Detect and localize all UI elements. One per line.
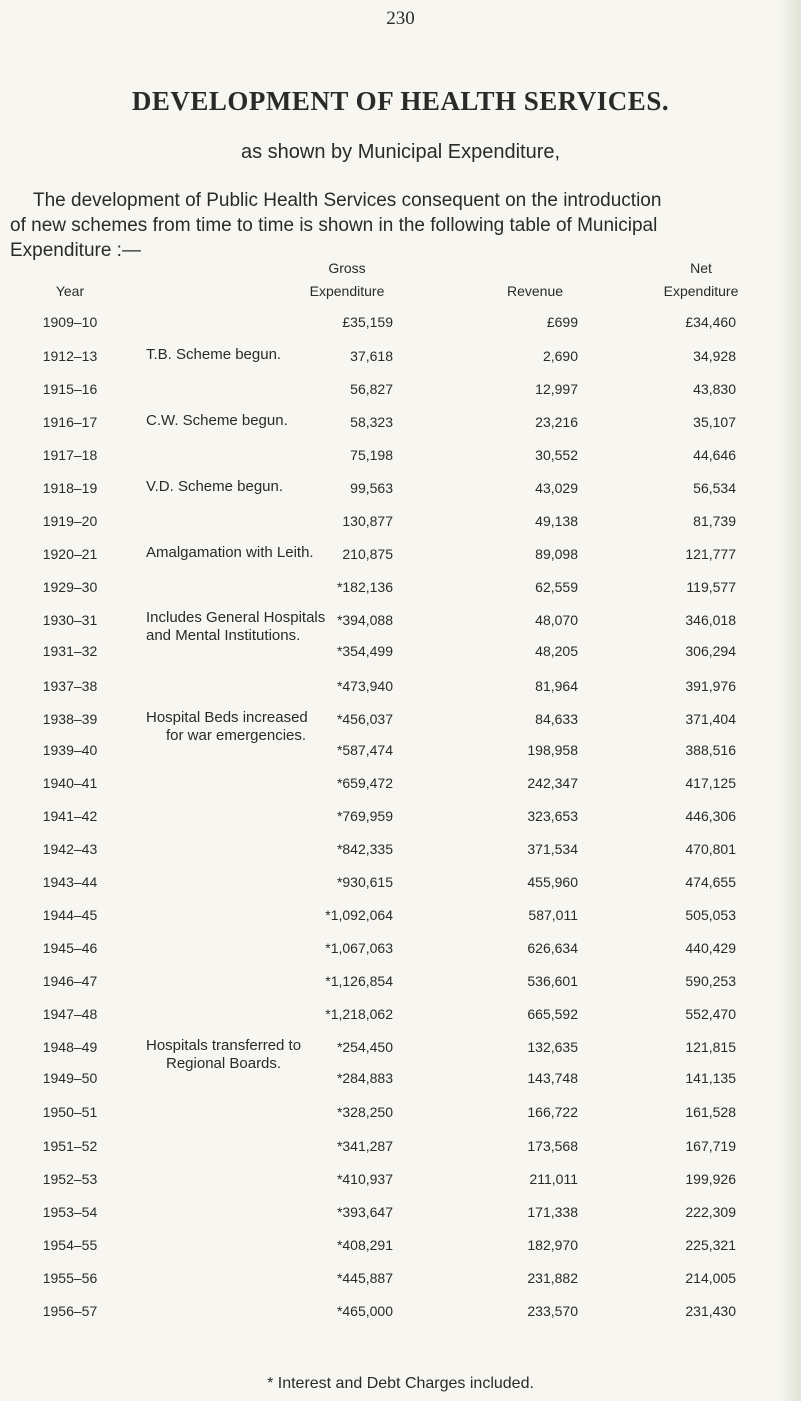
page-title: DEVELOPMENT OF HEALTH SERVICES. xyxy=(131,86,670,116)
net-expenditure-cell: 371,404 xyxy=(685,711,736,727)
year-cell: 1951–52 xyxy=(42,1138,98,1154)
revenue-cell: 62,559 xyxy=(535,579,578,595)
net-expenditure-cell: 141,135 xyxy=(685,1070,736,1086)
revenue-cell: 48,070 xyxy=(535,612,578,628)
revenue-cell: 665,592 xyxy=(527,1006,578,1022)
year-cell: 1948–49 xyxy=(42,1039,98,1055)
intro-line-2: of new schemes from time to time is shown in the following table of Municipal xyxy=(10,215,658,236)
gross-expenditure-cell: 210,875 xyxy=(342,546,393,562)
gross-expenditure-cell: *410,937 xyxy=(336,1171,393,1187)
net-expenditure-cell: 446,306 xyxy=(685,808,736,824)
revenue-cell: 211,011 xyxy=(529,1171,578,1187)
year-cell: 1915–16 xyxy=(42,381,98,397)
note-line: for war emergencies. xyxy=(166,727,307,744)
net-expenditure-cell: 590,253 xyxy=(685,973,736,989)
net-expenditure-cell: 161,528 xyxy=(685,1104,736,1120)
revenue-cell: 198,958 xyxy=(527,742,578,758)
gross-expenditure-cell: *354,499 xyxy=(336,643,393,659)
revenue-cell: 323,653 xyxy=(527,808,578,824)
year-cell: 1939–40 xyxy=(42,742,98,758)
net-expenditure-cell: 199,926 xyxy=(685,1171,736,1187)
year-cell: 1938–39 xyxy=(42,711,98,727)
net-expenditure-cell: 81,739 xyxy=(693,513,736,529)
revenue-cell: 231,882 xyxy=(527,1270,578,1286)
net-column-header-bottom: Expenditure xyxy=(663,283,739,299)
note-line: C.W. Scheme begun. xyxy=(146,412,288,429)
intro-line-3: Expenditure :— xyxy=(10,240,141,261)
note-line: and Mental Institutions. xyxy=(146,627,301,644)
net-expenditure-cell: 417,125 xyxy=(685,775,736,791)
year-cell: 1930–31 xyxy=(42,612,98,628)
net-expenditure-cell: 43,830 xyxy=(693,381,736,397)
note-line: Includes General Hospitals xyxy=(146,609,326,626)
note-line: Hospital Beds increased xyxy=(146,709,308,726)
table-note xyxy=(146,609,325,645)
gross-expenditure-cell: *659,472 xyxy=(336,775,393,791)
note-line: Amalgamation with Leith. xyxy=(146,544,314,561)
revenue-cell: 587,011 xyxy=(528,907,578,923)
gross-expenditure-cell: *1,092,064 xyxy=(325,907,393,923)
year-cell: 1912–13 xyxy=(42,348,98,364)
net-expenditure-cell: 34,928 xyxy=(693,348,736,364)
table-note xyxy=(146,1037,301,1073)
revenue-cell: 182,970 xyxy=(527,1237,578,1253)
net-expenditure-cell: £34,460 xyxy=(685,314,736,330)
net-expenditure-cell: 167,719 xyxy=(685,1138,736,1154)
table-note xyxy=(146,709,308,745)
revenue-column-header: Revenue xyxy=(506,283,564,299)
revenue-cell: 143,748 xyxy=(527,1070,578,1086)
gross-column-header-bottom: Expenditure xyxy=(309,283,385,299)
note-line: T.B. Scheme begun. xyxy=(146,346,282,363)
year-cell: 1947–48 xyxy=(42,1006,98,1022)
revenue-cell: 30,552 xyxy=(535,447,578,463)
gross-expenditure-cell: *842,335 xyxy=(336,841,393,857)
net-expenditure-cell: 505,053 xyxy=(685,907,736,923)
year-column-header: Year xyxy=(55,283,85,299)
page-edge-shading xyxy=(779,0,801,1401)
gross-expenditure-cell: *930,615 xyxy=(336,874,393,890)
revenue-cell: 166,722 xyxy=(527,1104,578,1120)
revenue-cell: 536,601 xyxy=(527,973,578,989)
gross-column-header-top: Gross xyxy=(328,260,366,276)
gross-expenditure-cell: *473,940 xyxy=(336,678,393,694)
note-line: V.D. Scheme begun. xyxy=(146,478,284,495)
net-expenditure-cell: 231,430 xyxy=(685,1303,736,1319)
gross-expenditure-cell: *456,037 xyxy=(336,711,393,727)
gross-expenditure-cell: 99,563 xyxy=(350,480,393,496)
page-subtitle: as shown by Municipal Expenditure, xyxy=(240,141,561,163)
note-line: Regional Boards. xyxy=(166,1055,282,1072)
revenue-cell: 626,634 xyxy=(527,940,578,956)
year-cell: 1943–44 xyxy=(42,874,98,890)
revenue-cell: 132,635 xyxy=(527,1039,578,1055)
gross-expenditure-cell: 37,618 xyxy=(350,348,393,364)
year-cell: 1941–42 xyxy=(42,808,98,824)
gross-expenditure-cell: £35,159 xyxy=(342,314,393,330)
year-cell: 1946–47 xyxy=(42,973,98,989)
net-expenditure-cell: 440,429 xyxy=(685,940,736,956)
net-expenditure-cell: 222,309 xyxy=(685,1204,736,1220)
year-cell: 1942–43 xyxy=(42,841,98,857)
revenue-cell: 81,964 xyxy=(535,678,578,694)
year-cell: 1950–51 xyxy=(42,1104,98,1120)
year-cell: 1917–18 xyxy=(42,447,98,463)
table-note xyxy=(146,412,288,430)
year-cell: 1937–38 xyxy=(42,678,98,694)
net-expenditure-cell: 56,534 xyxy=(693,480,736,496)
year-cell: 1909–10 xyxy=(42,314,98,330)
net-expenditure-cell: 470,801 xyxy=(685,841,736,857)
gross-expenditure-cell: *587,474 xyxy=(336,742,393,758)
net-expenditure-cell: 121,777 xyxy=(685,546,736,562)
net-expenditure-cell: 306,294 xyxy=(685,643,736,659)
year-cell: 1931–32 xyxy=(42,643,98,659)
revenue-cell: 233,570 xyxy=(527,1303,578,1319)
net-expenditure-cell: 119,577 xyxy=(686,579,736,595)
gross-expenditure-cell: *328,250 xyxy=(336,1104,393,1120)
net-expenditure-cell: 214,005 xyxy=(685,1270,736,1286)
revenue-cell: 23,216 xyxy=(535,414,578,430)
net-expenditure-cell: 388,516 xyxy=(685,742,736,758)
year-cell: 1919–20 xyxy=(42,513,98,529)
revenue-cell: 171,338 xyxy=(527,1204,578,1220)
year-cell: 1953–54 xyxy=(42,1204,98,1220)
gross-expenditure-cell: *394,088 xyxy=(336,612,393,628)
revenue-cell: 242,347 xyxy=(527,775,578,791)
net-expenditure-cell: 474,655 xyxy=(685,874,736,890)
net-expenditure-cell: 35,107 xyxy=(693,414,736,430)
gross-expenditure-cell: *769,959 xyxy=(336,808,393,824)
revenue-cell: 455,960 xyxy=(527,874,578,890)
net-expenditure-cell: 391,976 xyxy=(685,678,736,694)
revenue-cell: 48,205 xyxy=(535,643,578,659)
gross-expenditure-cell: *445,887 xyxy=(336,1270,393,1286)
revenue-cell: 2,690 xyxy=(542,348,578,364)
gross-expenditure-cell: 130,877 xyxy=(342,513,393,529)
footnote: * Interest and Debt Charges included. xyxy=(267,1375,534,1392)
revenue-cell: £699 xyxy=(546,314,578,330)
net-expenditure-cell: 346,018 xyxy=(685,612,736,628)
net-expenditure-cell: 121,815 xyxy=(685,1039,736,1055)
table-note xyxy=(146,478,283,496)
revenue-cell: 43,029 xyxy=(535,480,578,496)
revenue-cell: 84,633 xyxy=(535,711,578,727)
year-cell: 1944–45 xyxy=(42,907,98,923)
revenue-cell: 49,138 xyxy=(535,513,578,529)
year-cell: 1955–56 xyxy=(42,1270,98,1286)
year-cell: 1920–21 xyxy=(42,546,98,562)
year-cell: 1918–19 xyxy=(42,480,98,496)
gross-expenditure-cell: *254,450 xyxy=(336,1039,393,1055)
gross-expenditure-cell: *284,883 xyxy=(336,1070,393,1086)
gross-expenditure-cell: *341,287 xyxy=(336,1138,393,1154)
gross-expenditure-cell: *1,126,854 xyxy=(325,973,393,989)
gross-expenditure-cell: *393,647 xyxy=(336,1204,393,1220)
gross-expenditure-cell: 56,827 xyxy=(350,381,393,397)
year-cell: 1916–17 xyxy=(42,414,98,430)
table-note xyxy=(146,346,281,364)
year-cell: 1940–41 xyxy=(42,775,98,791)
gross-expenditure-cell: *408,291 xyxy=(336,1237,393,1253)
year-cell: 1945–46 xyxy=(42,940,98,956)
intro-line-1: The development of Public Health Services consequent on the introduction xyxy=(33,190,662,211)
gross-expenditure-cell: *1,218,062 xyxy=(325,1006,393,1022)
gross-expenditure-cell: 75,198 xyxy=(350,447,393,463)
gross-expenditure-cell: *1,067,063 xyxy=(325,940,393,956)
year-cell: 1956–57 xyxy=(42,1303,98,1319)
gross-expenditure-cell: *465,000 xyxy=(336,1303,393,1319)
gross-expenditure-cell: 58,323 xyxy=(350,414,393,430)
year-cell: 1952–53 xyxy=(42,1171,98,1187)
net-expenditure-cell: 225,321 xyxy=(685,1237,736,1253)
page-number: 230 xyxy=(386,8,415,29)
revenue-cell: 89,098 xyxy=(535,546,578,562)
revenue-cell: 12,997 xyxy=(535,381,578,397)
net-column-header-top: Net xyxy=(690,260,712,276)
table-note xyxy=(146,544,314,562)
net-expenditure-cell: 552,470 xyxy=(685,1006,736,1022)
revenue-cell: 371,534 xyxy=(527,841,578,857)
note-line: Hospitals transferred to xyxy=(146,1037,302,1054)
gross-expenditure-cell: *182,136 xyxy=(336,579,393,595)
year-cell: 1929–30 xyxy=(42,579,98,595)
year-cell: 1949–50 xyxy=(42,1070,98,1086)
revenue-cell: 173,568 xyxy=(527,1138,578,1154)
year-cell: 1954–55 xyxy=(42,1237,98,1253)
net-expenditure-cell: 44,646 xyxy=(693,447,736,463)
